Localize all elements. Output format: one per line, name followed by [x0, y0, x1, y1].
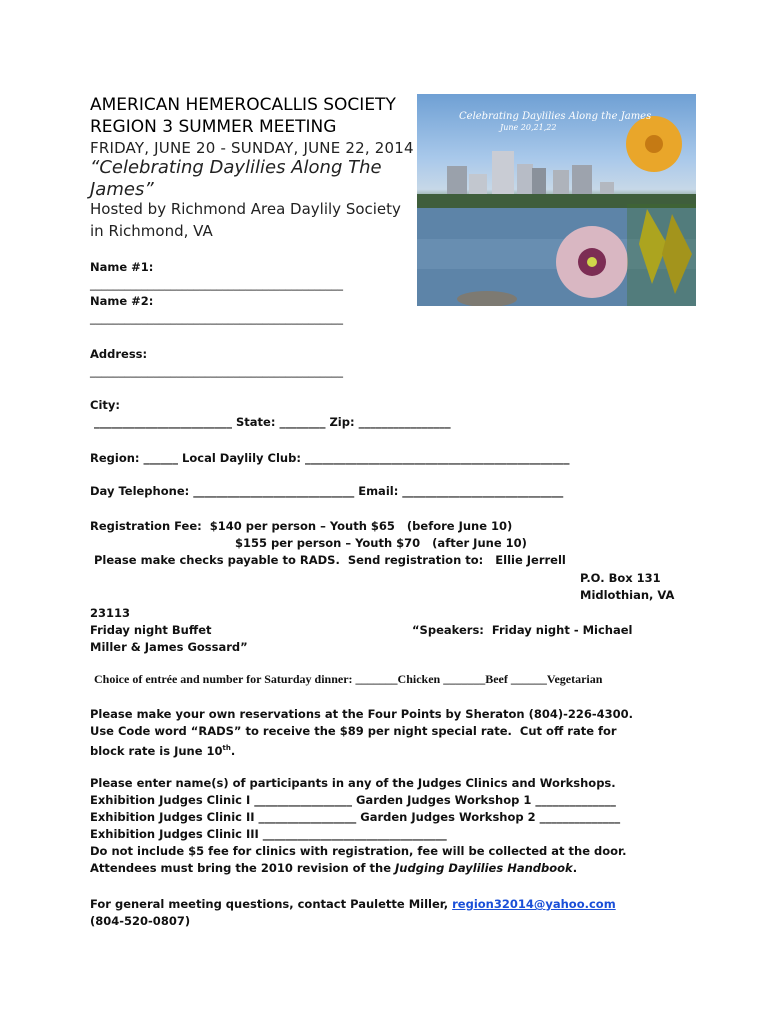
- theme-line-1: “Celebrating Daylilies Along The: [90, 157, 382, 178]
- dinner-choice-row[interactable]: Choice of entrée and number for Saturday dinner: _______Chicken _______Beef ______Vegetarian: [94, 672, 603, 686]
- name1-field[interactable]: ____________________________________________: [90, 277, 343, 291]
- title-line-1: AMERICAN HEMEROCALLIS SOCIETY: [90, 95, 396, 115]
- name1-label: Name #1:: [90, 260, 154, 274]
- host-line-2: in Richmond, VA: [90, 222, 213, 240]
- name2-label: Name #2:: [90, 294, 154, 308]
- event-photo: [417, 94, 696, 306]
- speakers-line-1: “Speakers: Friday night - Michael: [412, 623, 633, 637]
- mail-address-1: P.O. Box 131: [580, 571, 661, 585]
- mail-address-2: Midlothian, VA: [580, 588, 675, 602]
- clinic-row-1[interactable]: Exhibition Judges Clinic I _________________ Garden Judges Workshop 1 ______________: [90, 793, 616, 807]
- address-label: Address:: [90, 347, 148, 361]
- photo-caption: Celebrating Daylilies Along the James: [459, 111, 652, 122]
- photo-dates: June 20,21,22: [500, 123, 557, 132]
- hotel-line-1: Please make your own reservations at the Four Points by Sheraton (804)-226-4300.: [90, 707, 634, 721]
- clinic-row-2[interactable]: Exhibition Judges Clinic II _________________ Garden Judges Workshop 2 ______________: [90, 810, 621, 824]
- name2-field[interactable]: ____________________________________________: [90, 311, 343, 325]
- hotel-line-3: block rate is June 10th.: [90, 743, 236, 758]
- contact-email-link[interactable]: region32014@yahoo.com: [452, 897, 616, 911]
- contact-phone: (804-520-0807): [90, 914, 191, 928]
- payment-instructions: Please make checks payable to RADS. Send registration to: Ellie Jerrell: [90, 553, 566, 567]
- clinic-fee-note: Do not include $5 fee for clinics with registration, fee will be collected at the door.: [90, 844, 627, 858]
- handbook-note: Attendees must bring the 2010 revision of the Judging Daylilies Handbook.: [90, 861, 578, 875]
- city-label: City:: [90, 398, 120, 412]
- clinic-row-3[interactable]: Exhibition Judges Clinic III ________________________________: [90, 827, 447, 841]
- city-state-zip-row[interactable]: ________________________ State: ________ Zip: ________________: [90, 415, 451, 429]
- contact-line: For general meeting questions, contact Paulette Miller, region32014@yahoo.com: [90, 897, 616, 911]
- buffet-label: Friday night Buffet: [90, 623, 212, 637]
- fee-line-1: Registration Fee: $140 per person – Youth $65 (before June 10): [90, 519, 513, 533]
- mail-zip: 23113: [90, 606, 131, 620]
- event-dates: FRIDAY, JUNE 20 - SUNDAY, JUNE 22, 2014: [90, 139, 414, 157]
- clinics-intro: Please enter name(s) of participants in any of the Judges Clinics and Workshops.: [90, 776, 616, 790]
- speakers-line-2: Miller & James Gossard”: [90, 640, 248, 654]
- host-line-1: Hosted by Richmond Area Daylily Society: [90, 200, 401, 218]
- theme-line-2: James”: [90, 179, 154, 200]
- hotel-line-2: Use Code word “RADS” to receive the $89 per night special rate. Cut off rate for: [90, 724, 617, 738]
- address-field[interactable]: ____________________________________________: [90, 364, 343, 378]
- skyline-flowers-image: [417, 94, 696, 306]
- region-club-row[interactable]: Region: ______ Local Daylily Club: ______________________________________________: [90, 451, 570, 465]
- fee-line-2: $155 per person – Youth $70 (after June 10): [235, 536, 527, 550]
- title-line-2: REGION 3 SUMMER MEETING: [90, 117, 337, 137]
- phone-email-row[interactable]: Day Telephone: ____________________________ Email: ____________________________: [90, 484, 564, 498]
